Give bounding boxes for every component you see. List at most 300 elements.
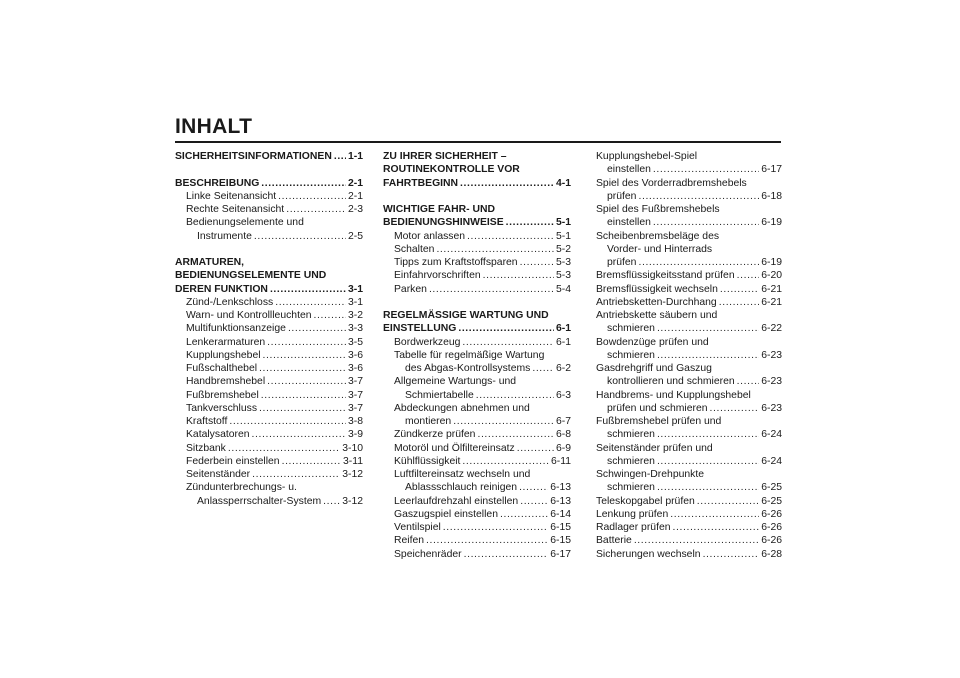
toc-entry-title: Fußschalthebel: [186, 363, 258, 374]
toc-entry-title: Tankverschluss: [186, 402, 258, 414]
dot-leader: [634, 534, 759, 547]
toc-page-number: 5-3: [555, 257, 571, 268]
toc-entry-title: Scheibenbremsbeläge des: [596, 230, 720, 242]
toc-entry-title: Katalysatoren: [186, 429, 250, 441]
toc-entry: [596, 534, 782, 547]
dot-leader: [282, 455, 341, 468]
toc-entry: [383, 455, 571, 468]
toc-entry: [596, 269, 782, 282]
toc-page-number: 6-15: [550, 522, 571, 533]
toc-entry: [383, 534, 571, 547]
dot-leader: [462, 455, 549, 468]
dot-leader: [657, 455, 759, 468]
toc-entry-title: Bedienungselemente und: [186, 217, 304, 229]
toc-page-number: 6-20: [761, 270, 782, 282]
toc-entry-title: Zündkerze prüfen: [394, 429, 476, 441]
toc-entry: [596, 521, 782, 534]
toc-page-number: 3-12: [342, 469, 363, 480]
toc-entry: [596, 309, 782, 322]
toc-entry-title: einstellen: [607, 164, 651, 176]
toc-entry: [596, 508, 782, 521]
toc-page-number: 6-23: [761, 402, 782, 414]
toc-entry-title: prüfen: [607, 190, 637, 202]
toc-page-number: 6-24: [761, 455, 782, 467]
dot-leader: [229, 415, 346, 428]
toc-entry: [175, 481, 363, 494]
toc-entry-title: Ablassschlauch reinigen: [405, 482, 518, 494]
toc-entry-title: Motor anlassen: [394, 230, 466, 242]
dot-leader: [261, 177, 346, 190]
dot-leader: [429, 283, 554, 296]
toc-page-number: 3-7: [347, 376, 363, 388]
dot-leader: [653, 216, 759, 229]
dot-leader: [228, 442, 340, 455]
toc-entry-title: Kupplungshebel: [186, 349, 261, 361]
toc-entry-title: Gasdrehgriff und Gaszug: [596, 363, 712, 374]
toc-entry-title: Anlassperrschalter-System: [197, 495, 322, 507]
toc-page-number: 6-19: [761, 257, 782, 268]
toc-entry-title: Kühlflüssigkeit: [394, 455, 461, 467]
dot-leader: [506, 216, 554, 229]
toc-page-number: 6-26: [761, 535, 782, 547]
toc-entry-title: schmieren: [607, 455, 655, 467]
toc-page-number: 5-3: [555, 270, 571, 282]
toc-entry: [383, 481, 571, 494]
toc-page-number: 3-7: [347, 389, 363, 401]
toc-page-number: 6-21: [761, 283, 782, 295]
toc-entry-title: Speichenräder: [394, 548, 462, 560]
toc-entry-title: Einfahrvorschriften: [394, 270, 481, 282]
toc-entry-title: REGELMÄSSIGE WARTUNG UND: [383, 310, 549, 321]
toc-entry-title: Seitenständer prüfen und: [596, 442, 713, 454]
toc-entry: [596, 349, 782, 362]
toc-page-number: 3-11: [342, 455, 363, 467]
toc-entry: [596, 415, 782, 428]
toc-entry: [596, 402, 782, 415]
dot-leader: [477, 428, 554, 441]
dot-leader: [254, 230, 346, 243]
toc-entry-title: schmieren: [607, 429, 655, 441]
toc-entry-title: Gaszugspiel einstellen: [394, 508, 498, 520]
toc-entry-title: Schalten: [394, 243, 435, 255]
toc-entry: [596, 256, 782, 269]
toc-page-number: 3-1: [347, 283, 363, 295]
toc-entry: [596, 150, 782, 163]
toc-entry-title: Handbremshebel: [186, 376, 266, 388]
toc-entry-title: Luftfiltereinsatz wechseln und: [394, 469, 531, 480]
dot-leader: [252, 428, 346, 441]
toc-page-number: 2-1: [347, 190, 363, 202]
dot-leader: [275, 296, 346, 309]
dot-leader: [467, 230, 554, 243]
toc-page-number: 2-5: [347, 230, 363, 242]
toc-section-heading: [383, 309, 571, 322]
toc-entry: [596, 230, 782, 243]
toc-entry: [596, 548, 782, 561]
toc-entry-title: prüfen und schmieren: [607, 402, 708, 414]
toc-entry-title: Motoröl und Ölfiltereinsatz: [394, 442, 515, 454]
toc-section-heading: [175, 177, 363, 190]
toc-entry: [383, 375, 571, 388]
toc-entry: [383, 269, 571, 282]
toc-page-number: 3-5: [347, 336, 363, 348]
toc-entry: [175, 309, 363, 322]
toc-entry: [175, 389, 363, 402]
toc-entry-title: ZU IHRER SICHERHEIT –: [383, 151, 507, 162]
toc-entry: [596, 481, 782, 494]
toc-page-number: 3-8: [347, 416, 363, 427]
toc-entry: [175, 216, 363, 229]
toc-entry-title: Antriebskette säubern und: [596, 310, 718, 321]
toc-entry-title: Linke Seitenansicht: [186, 190, 277, 202]
toc-page-number: 6-2: [555, 363, 571, 374]
toc-page-number: 1-1: [347, 151, 363, 162]
toc-page-number: 6-24: [761, 429, 782, 441]
dot-leader: [520, 256, 554, 269]
dot-leader: [719, 296, 759, 309]
toc-entry-title: prüfen: [607, 257, 637, 268]
toc-page-number: 6-13: [550, 482, 571, 494]
toc-spacer: [175, 163, 363, 176]
toc-entry-title: Spiel des Vorderradbremshebels: [596, 177, 747, 189]
toc-entry: [383, 402, 571, 415]
toc-entry: [175, 362, 363, 375]
toc-page-number: 6-28: [761, 548, 782, 560]
toc-page-number: 6-18: [761, 190, 782, 202]
toc-entry-title: Batterie: [596, 535, 632, 547]
toc-entry: [596, 190, 782, 203]
toc-section-heading: [175, 256, 363, 269]
toc-entry: [175, 203, 363, 216]
toc-entry: [383, 468, 571, 481]
toc-entry: [175, 415, 363, 428]
toc-entry-title: Multifunktionsanzeige: [186, 323, 286, 335]
toc-page-number: 6-22: [761, 323, 782, 335]
toc-entry-title: Spiel des Fußbremshebels: [596, 204, 720, 215]
toc-entry: [383, 336, 571, 349]
dot-leader: [638, 256, 759, 269]
toc-column-2: [383, 150, 571, 561]
toc-entry: [175, 349, 363, 362]
dot-leader: [334, 150, 346, 163]
toc-entry: [175, 402, 363, 415]
toc-entry: [596, 322, 782, 335]
toc-page-number: 6-11: [550, 455, 571, 467]
toc-entry-title: Zündunterbrechungs- u.: [186, 482, 297, 494]
toc-entry: [596, 243, 782, 256]
toc-entry-title: DEREN FUNKTION: [175, 283, 268, 295]
toc-section-heading: [383, 163, 571, 176]
toc-section-heading: [175, 283, 363, 296]
toc-entry: [383, 243, 571, 256]
toc-entry-title: schmieren: [607, 482, 655, 494]
dot-leader: [657, 322, 759, 335]
toc-entry: [383, 521, 571, 534]
toc-entry: [596, 283, 782, 296]
toc-entry-title: Lenkerarmaturen: [186, 336, 266, 348]
toc-entry-title: einstellen: [607, 217, 651, 229]
dot-leader: [323, 495, 340, 508]
toc-entry: [383, 389, 571, 402]
toc-entry-title: Handbrems- und Kupplungshebel: [596, 389, 751, 401]
toc-entry: [175, 428, 363, 441]
toc-page-number: 6-21: [761, 296, 782, 308]
toc-entry: [175, 468, 363, 481]
dot-leader: [657, 481, 759, 494]
toc-entry: [383, 428, 571, 441]
toc-entry-title: FAHRTBEGINN: [383, 177, 459, 189]
toc-entry-title: Bordwerkzeug: [394, 336, 461, 348]
toc-entry: [383, 256, 571, 269]
toc-spacer: [175, 243, 363, 256]
toc-page-number: 3-7: [347, 402, 363, 414]
toc-page-number: 3-10: [342, 442, 363, 454]
toc-entry-title: Radlager prüfen: [596, 522, 671, 533]
toc-page-number: 5-4: [555, 283, 571, 295]
toc-entry-title: Bremsflüssigkeitsstand prüfen: [596, 270, 735, 282]
toc-entry: [383, 283, 571, 296]
dot-leader: [259, 402, 346, 415]
toc-entry-title: Teleskopgabel prüfen: [596, 495, 695, 507]
dot-leader: [517, 442, 554, 455]
dot-leader: [500, 508, 548, 521]
toc-section-heading: [383, 150, 571, 163]
dot-leader: [278, 190, 346, 203]
dot-leader: [520, 495, 548, 508]
toc-page-number: 5-1: [555, 217, 571, 229]
toc-entry-title: Fußbremshebel: [186, 389, 259, 401]
toc-entry: [596, 336, 782, 349]
toc-entry-title: Instrumente: [197, 230, 252, 242]
toc-entry: [596, 389, 782, 402]
toc-entry: [175, 455, 363, 468]
toc-entry-title: Vorder- und Hinterrads: [607, 243, 713, 255]
title-divider: [175, 141, 781, 143]
toc-spacer: [383, 190, 571, 203]
toc-entry-title: Kupplungshebel-Spiel: [596, 151, 698, 162]
toc-entry: [596, 455, 782, 468]
toc-entry-title: Federbein einstellen: [186, 455, 280, 467]
toc-page-number: 3-6: [347, 349, 363, 361]
dot-leader: [720, 283, 759, 296]
toc-page-number: 6-14: [550, 508, 571, 520]
toc-entry-title: schmieren: [607, 349, 655, 361]
toc-page-number: 3-9: [347, 429, 363, 441]
toc-column-3: [596, 150, 782, 561]
toc-page-number: 6-17: [761, 164, 782, 176]
toc-page-number: 6-23: [761, 376, 782, 388]
toc-entry-title: Schwingen-Drehpunkte: [596, 469, 705, 480]
toc-entry: [383, 230, 571, 243]
dot-leader: [532, 362, 554, 375]
toc-page-number: 6-19: [761, 217, 782, 229]
toc-entry: [596, 203, 782, 216]
toc-entry: [596, 163, 782, 176]
toc-entry-title: Schmiertabelle: [405, 389, 474, 401]
toc-entry: [175, 375, 363, 388]
dot-leader: [458, 322, 554, 335]
dot-leader: [697, 495, 759, 508]
toc-page-number: 6-13: [550, 495, 571, 507]
toc-page-number: 4-1: [555, 177, 571, 189]
toc-entry-title: Allgemeine Wartungs- und: [394, 376, 517, 388]
dot-leader: [710, 402, 760, 415]
dot-leader: [453, 415, 554, 428]
toc-entry: [175, 322, 363, 335]
toc-section-heading: [383, 216, 571, 229]
toc-entry: [175, 495, 363, 508]
toc-entry-title: Parken: [394, 283, 427, 295]
page-title: INHALT: [175, 115, 253, 138]
toc-entry-title: SICHERHEITSINFORMATIONEN: [175, 151, 332, 162]
toc-entry-title: Rechte Seitenansicht: [186, 204, 285, 215]
toc-entry-title: Kraftstoff: [186, 416, 228, 427]
toc-page-number: 6-9: [555, 442, 571, 454]
dot-leader: [288, 322, 346, 335]
toc-entry: [383, 442, 571, 455]
toc-page-number: 6-26: [761, 508, 782, 520]
toc-entry: [383, 495, 571, 508]
toc-page-number: 3-1: [347, 296, 363, 308]
toc-page-number: 5-2: [555, 243, 571, 255]
toc-page-number: 6-1: [555, 323, 571, 335]
toc-spacer: [383, 296, 571, 309]
dot-leader: [270, 283, 346, 296]
toc-entry: [175, 296, 363, 309]
toc-entry: [383, 415, 571, 428]
dot-leader: [653, 163, 759, 176]
toc-entry-title: Bowdenzüge prüfen und: [596, 336, 709, 348]
toc-entry-title: EINSTELLUNG: [383, 323, 457, 335]
toc-page-number: 6-23: [761, 349, 782, 361]
toc-entry: [175, 336, 363, 349]
toc-entry-title: Tipps zum Kraftstoffsparen: [394, 257, 518, 268]
toc-page-number: 6-3: [555, 389, 571, 401]
toc-entry: [596, 362, 782, 375]
dot-leader: [286, 203, 346, 216]
dot-leader: [267, 375, 346, 388]
toc-section-heading: [383, 177, 571, 190]
dot-leader: [657, 349, 759, 362]
toc-entry: [596, 468, 782, 481]
dot-leader: [519, 481, 548, 494]
dot-leader: [426, 534, 548, 547]
toc-entry-title: des Abgas-Kontrollsystems: [405, 363, 531, 374]
toc-entry-title: ROUTINEKONTROLLE VOR: [383, 164, 520, 176]
toc-page-number: 6-15: [550, 535, 571, 547]
toc-page-number: 6-25: [761, 482, 782, 494]
toc-entry-title: Tabelle für regelmäßige Wartung: [394, 349, 545, 361]
toc-page-number: 6-17: [550, 548, 571, 560]
toc-entry: [383, 548, 571, 561]
toc-page-number: 6-26: [761, 522, 782, 533]
toc-page-number: 6-7: [555, 416, 571, 427]
dot-leader: [670, 508, 759, 521]
toc-entry: [175, 190, 363, 203]
toc-entry-title: Antriebsketten-Durchhang: [596, 296, 717, 308]
dot-leader: [638, 190, 759, 203]
toc-page-number: 3-2: [347, 310, 363, 321]
toc-entry-title: Reifen: [394, 535, 425, 547]
dot-leader: [252, 468, 340, 481]
toc-section-heading: [175, 150, 363, 163]
toc-page-number: 3-3: [347, 323, 363, 335]
toc-entry-title: Ventilspiel: [394, 522, 441, 533]
toc-entry-title: BEDIENUNGSHINWEISE: [383, 217, 504, 229]
dot-leader: [443, 521, 548, 534]
dot-leader: [657, 428, 759, 441]
dot-leader: [436, 243, 554, 256]
dot-leader: [460, 177, 554, 190]
toc-page-number: 6-25: [761, 495, 782, 507]
toc-entry: [175, 442, 363, 455]
toc-entry: [596, 428, 782, 441]
dot-leader: [267, 336, 346, 349]
toc-entry-title: Fußbremshebel prüfen und: [596, 416, 722, 427]
toc-page-number: 3-6: [347, 363, 363, 374]
dot-leader: [737, 269, 760, 282]
toc-entry: [596, 216, 782, 229]
toc-entry: [596, 375, 782, 388]
toc-section-heading: [383, 203, 571, 216]
dot-leader: [261, 389, 346, 402]
toc-entry-title: BESCHREIBUNG: [175, 177, 260, 189]
toc-entry-title: montieren: [405, 416, 452, 427]
dot-leader: [476, 389, 554, 402]
toc-entry-title: Bremsflüssigkeit wechseln: [596, 283, 718, 295]
dot-leader: [314, 309, 346, 322]
toc-page-number: 2-3: [347, 204, 363, 215]
dot-leader: [464, 548, 549, 561]
toc-page-number: 6-1: [555, 336, 571, 348]
dot-leader: [483, 269, 554, 282]
toc-entry: [175, 230, 363, 243]
toc-entry-title: Sitzbank: [186, 442, 226, 454]
toc-entry: [383, 362, 571, 375]
dot-leader: [259, 362, 346, 375]
toc-page-number: 6-8: [555, 429, 571, 441]
toc-column-1: [175, 150, 363, 508]
toc-entry-title: BEDIENUNGSELEMENTE UND: [175, 270, 327, 282]
toc-section-heading: [175, 269, 363, 282]
dot-leader: [703, 548, 760, 561]
toc-entry: [596, 495, 782, 508]
toc-page-number: 2-1: [347, 177, 363, 189]
toc-entry-title: Warn- und Kontrollleuchten: [186, 310, 312, 321]
toc-entry-title: kontrollieren und schmieren: [607, 376, 735, 388]
toc-entry-title: WICHTIGE FAHR- UND: [383, 204, 495, 215]
dot-leader: [737, 375, 760, 388]
toc-entry: [383, 349, 571, 362]
toc-entry-title: Lenkung prüfen: [596, 508, 669, 520]
toc-entry-title: Zünd-/Lenkschloss: [186, 296, 274, 308]
dot-leader: [673, 521, 760, 534]
toc-page-number: 5-1: [555, 230, 571, 242]
toc-page-number: 3-12: [342, 495, 363, 507]
toc-entry: [596, 177, 782, 190]
toc-entry-title: schmieren: [607, 323, 655, 335]
toc-entry-title: ARMATUREN,: [175, 257, 245, 268]
toc-entry: [596, 442, 782, 455]
dot-leader: [263, 349, 346, 362]
toc-entry: [596, 296, 782, 309]
dot-leader: [462, 336, 554, 349]
toc-entry-title: Abdeckungen abnehmen und: [394, 402, 530, 414]
toc-entry: [383, 508, 571, 521]
toc-section-heading: [383, 322, 571, 335]
toc-entry-title: Seitenständer: [186, 469, 251, 480]
toc-entry-title: Sicherungen wechseln: [596, 548, 701, 560]
